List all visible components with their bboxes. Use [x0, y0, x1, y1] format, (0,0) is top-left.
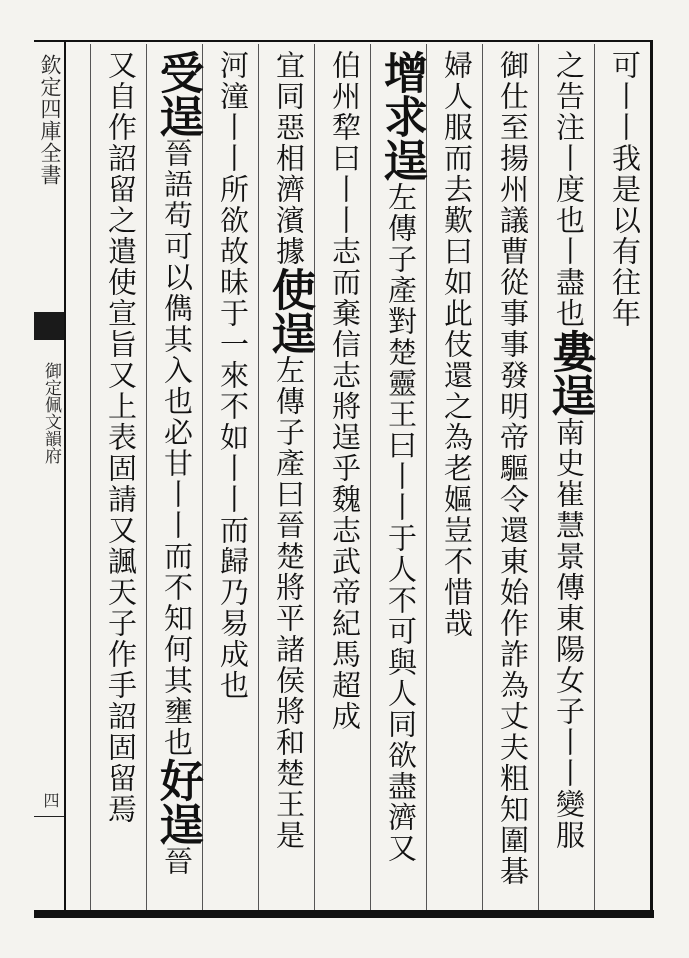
text-column-11	[66, 50, 92, 906]
column-text: 上表固請又諷天子作手詔固留焉	[104, 391, 138, 825]
text-column-7	[260, 50, 316, 906]
column-text: 故昧于一來不如丨丨而歸乃易成也	[216, 236, 250, 701]
book-title: 欽定四庫全書	[38, 54, 62, 186]
text-column-4	[428, 50, 484, 906]
entry-text: 左傳子產曰晉楚將平諸侯將和楚王是	[272, 355, 306, 851]
column-text: 伯州犂曰丨丨志而棄信志將逞乎魏志武帝紀馬超成	[328, 50, 362, 732]
entry-headword: 求逞	[376, 94, 427, 182]
page-number: 四	[41, 792, 60, 808]
book-subtitle: 御定佩文韻府	[41, 362, 61, 464]
column-text: 宜同惡相濟濱據	[272, 50, 306, 267]
entry-headword: 受逞	[152, 50, 203, 138]
entry-headword: 增	[376, 50, 427, 94]
entry-text: 晉語苟可以儁其入也必	[160, 138, 194, 448]
column-text: 河潼丨丨所欲	[216, 50, 250, 236]
margin-divider	[34, 816, 64, 817]
column-text: 可丨丨我是以有往年	[608, 50, 642, 329]
entry-text: 南史崔慧景傳東陽女子丨丨變服	[552, 417, 586, 851]
entry-headword: 婁逞	[544, 329, 595, 417]
entry-headword: 使逞	[264, 267, 315, 355]
column-text: 甘丨丨而不知何其壅也	[160, 448, 194, 758]
column-text: 婦人服而去歎曰如此伎還之為老嫗豈不惜哉	[440, 50, 474, 639]
entry-text: 左傳子產對楚靈王曰丨丨于人不可與人同欲盡濟又	[384, 182, 418, 864]
text-column-2	[540, 50, 596, 906]
text-column-8	[204, 50, 260, 906]
text-column-3	[484, 50, 540, 906]
text-column-10	[92, 50, 148, 906]
text-column-5	[372, 50, 428, 906]
fish-tail-mark	[34, 312, 64, 340]
column-text: 又自作詔留之遣使宣旨又	[104, 50, 138, 391]
column-text: 之告注丨度也丨盡也	[552, 50, 586, 329]
text-column-9	[148, 50, 204, 906]
entry-text: 晉	[160, 846, 194, 877]
book-margin	[34, 44, 64, 910]
column-text: 御仕至揚州議曹從事事發明帝驅令還東始作	[496, 50, 530, 639]
text-column-6	[316, 50, 372, 906]
text-column-1	[596, 50, 652, 906]
frame-top-rule	[34, 40, 652, 42]
frame-bottom-rule	[34, 910, 654, 918]
entry-headword: 好逞	[152, 758, 203, 846]
entry-text: 詐為丈夫粗知圍碁	[496, 639, 530, 887]
